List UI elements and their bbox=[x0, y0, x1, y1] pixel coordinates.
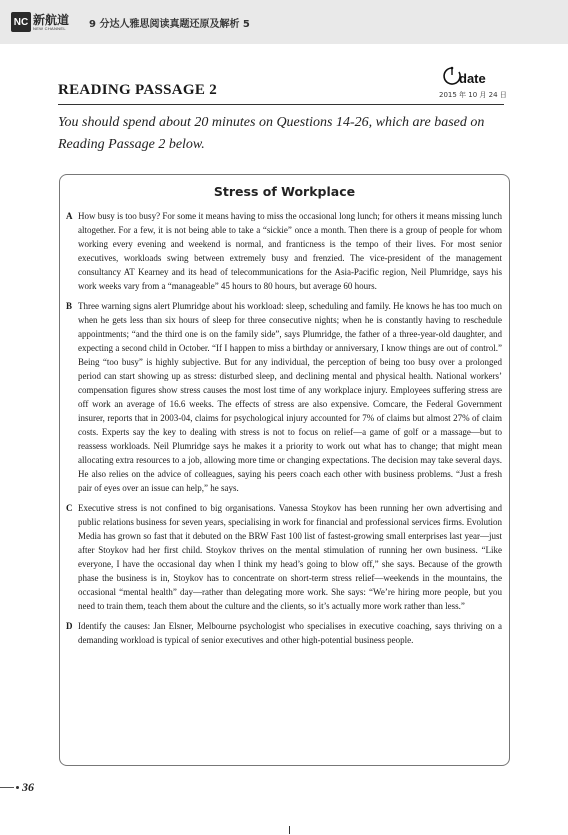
logo-en-text: NEW CHANNEL bbox=[33, 25, 66, 31]
paragraph-b bbox=[66, 299, 502, 495]
paragraph-text: Executive stress is not confined to big organisations. Vanessa Stoykov has been running her own advertising and public relations business for seven years, specialising in work for financial and professional services firms. Evolution Media has grown so fast that it debuted on the BRW Fast 100 list of fastest-growing small enterprises last year—just after Stoykov had her first child. Stoykov thrives on the mental stimulation of running her own business. “Like everyone, I have the occasional day when I think my head’s going to blow off,” she says. Because of the growth phase the business is in, Stoykov has to concentrate on short-term stress relief—weekends in the mountains, the occasional “mental health” day—rather than delegating more work. She says: “We’re hiring more people, but you need to train them, teach them about the culture and the clients, so it’s actually more work rather than less.” bbox=[78, 503, 502, 611]
date-word: date bbox=[459, 71, 486, 86]
publisher-logo bbox=[11, 8, 69, 36]
section-divider bbox=[58, 104, 504, 105]
paragraph-text: Three warning signs alert Plumridge about his workload: sleep, scheduling and family. He knows he has too much on when he gets less than six hours of sleep for three consecutive nights; when he is constantly having to reschedule appointments; “and the third one is on the family side”, says Plumridge, the father of a three-year-old daughter, and expecting a second child in October. “If I happen to miss a birthday or anniversary, I know things are out of control.” Being “too busy” is highly subjective. But for any individual, the perception of being too busy over a prolonged period can start showing up as stress: disturbed sleep, and declining mental and physical health. National workers’ compensation figures show stress causes the most lost time of any workplace injury. Employees suffering stress are off work an average of 16.6 weeks. The effects of stress are also expensive. Comcare, the Federal Government insurer, reports that in 2003-04, claims for psychological injury accounted for 7% of claims but almost 27% of claim costs. Experts say the key to dealing with stress is not to focus on relief—a game of golf or a massage—but to reassess workloads. Neil Plumridge says he makes it a priority to work out what has to change; that might mean allocating extra resources to a job, allowing more time or changing expectations. The decision may take several days. He also relies on the advice of colleagues, saying his peers coach each other with business problems. “Just a fresh pair of eyes over an issue can help,” he says. bbox=[78, 301, 502, 493]
page-marker-line bbox=[0, 787, 14, 788]
page-number-text: 36 bbox=[22, 780, 34, 794]
page-header bbox=[0, 0, 568, 44]
paragraph-letter: A bbox=[66, 211, 73, 221]
date-badge bbox=[438, 64, 508, 102]
paragraph-letter: D bbox=[66, 621, 73, 631]
section-title: READING PASSAGE 2 bbox=[58, 82, 218, 98]
logo-mark: NC bbox=[11, 12, 31, 32]
paragraph-text: Identify the causes: Jan Elsner, Melbourne psychologist who specialises in executive coaching, says thriving on a demanding workload is typical of senior executives and other high-potential business people. bbox=[78, 621, 502, 645]
paragraph-text: How busy is too busy? For some it means having to miss the occasional long lunch; for others it means missing lunch altogether. For a few, it is not being able to take a “sickie” once a month. Then there is a group of people for whom working every evening and weekend is normal, and franticness is the tempo of their lives. For most senior executives, workloads swing between extremely busy and frenzied. The vice-president of the management consultancy AT Kearney and its head of telecommunications for the Asia-Pacific region, Neil Plumridge, says his work weeks vary from a “manageable” 45 hours to 80 hours, but average 60 hours. bbox=[78, 211, 502, 291]
page-marker-dot bbox=[16, 786, 19, 789]
logo-cn-text: 新航道 bbox=[33, 12, 70, 27]
date-text: 2015 年 10 月 24 日 bbox=[439, 91, 507, 99]
passage-box bbox=[59, 174, 510, 766]
paragraph-letter: C bbox=[66, 503, 73, 513]
passage-paragraphs bbox=[66, 209, 502, 653]
paragraph-letter: B bbox=[66, 301, 73, 311]
passage-title: Stress of Workplace bbox=[213, 184, 356, 199]
instructions: You should spend about 20 minutes on Questions 14-26, which are based on Reading Passage 2 below. bbox=[58, 115, 485, 152]
paragraph-d bbox=[66, 619, 502, 647]
paragraph-a bbox=[66, 209, 502, 293]
book-title: 9 分达人雅思阅读真题还原及解析 5 bbox=[89, 19, 250, 30]
bottom-tick-mark bbox=[289, 826, 290, 834]
page-number bbox=[0, 780, 34, 795]
paragraph-c bbox=[66, 501, 502, 613]
